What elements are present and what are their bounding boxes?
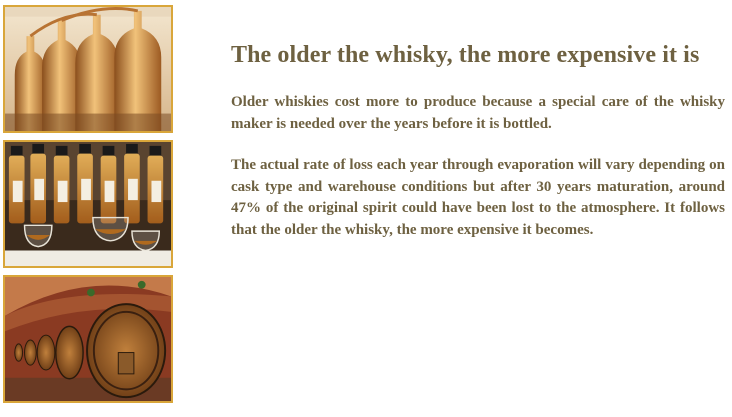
photo-column: [3, 5, 175, 405]
whisky-samples-photo: [3, 140, 173, 268]
article: [231, 42, 725, 241]
whisky-samples-illustration: [5, 142, 171, 266]
article-paragraph-2: The actual rate of loss each year through evaporation will vary depending on cask type and warehouse conditions but after 30 years maturation, around 47% of the original spirit could have been lost to the atmosphere. It follows that the older the whisky, the more expensive it becomes.: [231, 157, 725, 238]
copper-stills-photo: [3, 5, 173, 133]
copper-stills-illustration: [5, 7, 171, 131]
article-title: The older the whisky, the more expensive it is: [231, 42, 700, 68]
article-paragraph-1: Older whiskies cost more to produce because a special care of the whisky maker is needed over the years before it is bottled.: [231, 94, 725, 132]
cask-cellar-illustration: [5, 277, 171, 401]
cask-cellar-photo: [3, 275, 173, 403]
